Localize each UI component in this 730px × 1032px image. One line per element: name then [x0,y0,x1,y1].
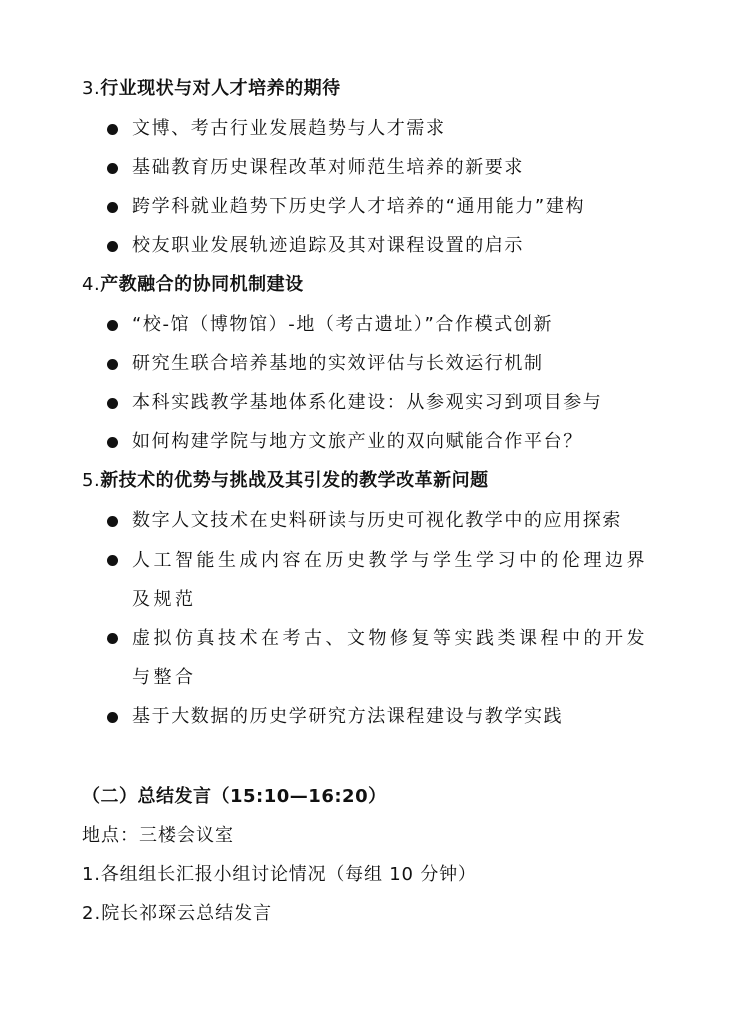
agenda-text: 各组组长汇报小组讨论情况（每组 10 分钟） [100,864,477,885]
section-title: 新技术的优势与挑战及其引发的教学改革新问题 [100,470,489,491]
agenda-item [82,863,477,887]
list-item: “校-馆（博物馆）-地（考古遗址）”合作模式创新 [132,314,554,335]
list-item: 基础教育历史课程改革对师范生培养的新要求 [132,157,524,178]
list-item: 文博、考古行业发展趋势与人才需求 [132,118,446,139]
summary-heading: （二）总结发言（15:10—16:20） [82,786,387,807]
agenda-text: 院长祁琛云总结发言 [101,903,273,924]
bullet-icon [107,241,118,252]
bullet-icon [107,555,118,566]
agenda-item [82,902,272,926]
bullet-icon [107,712,118,723]
list-item: 本科实践教学基地体系化建设：从参观实习到项目参与 [132,392,603,413]
section-heading-5 [82,469,489,493]
section-number: 5. [82,470,101,491]
bullet-icon [107,437,118,448]
list-item: 如何构建学院与地方文旅产业的双向赋能合作平台？ [132,431,583,452]
section-heading-3 [82,77,341,101]
agenda-number: 1. [82,864,101,885]
bullet-icon [107,398,118,409]
list-item: 研究生联合培养基地的实效评估与长效运行机制 [132,353,544,374]
list-item: 跨学科就业趋势下历史学人才培养的“通用能力”建构 [132,196,586,217]
bullet-icon [107,124,118,135]
bullet-icon [107,202,118,213]
bullet-icon [107,633,118,644]
agenda-number: 2. [82,903,102,924]
list-item: 基于大数据的历史学研究方法课程建设与教学实践 [132,706,564,727]
section-title: 行业现状与对人才培养的期待 [100,78,341,99]
list-item: 校友职业发展轨迹追踪及其对课程设置的启示 [132,235,524,256]
section-title: 产教融合的协同机制建设 [100,274,304,295]
bullet-icon [107,320,118,331]
section-number: 3. [82,78,101,99]
summary-location: 地点：三楼会议室 [82,825,234,846]
bullet-icon [107,359,118,370]
list-item: 虚拟仿真技术在考古、文物修复等实践类课程中的开发与整合 [132,628,648,688]
section-heading-4 [82,273,304,297]
list-item: 数字人文技术在史料研读与历史可视化教学中的应用探索 [132,510,622,531]
section-number: 4. [82,274,101,295]
bullet-icon [107,163,118,174]
list-item: 人工智能生成内容在历史教学与学生学习中的伦理边界及规范 [132,550,648,610]
bullet-icon [107,516,118,527]
